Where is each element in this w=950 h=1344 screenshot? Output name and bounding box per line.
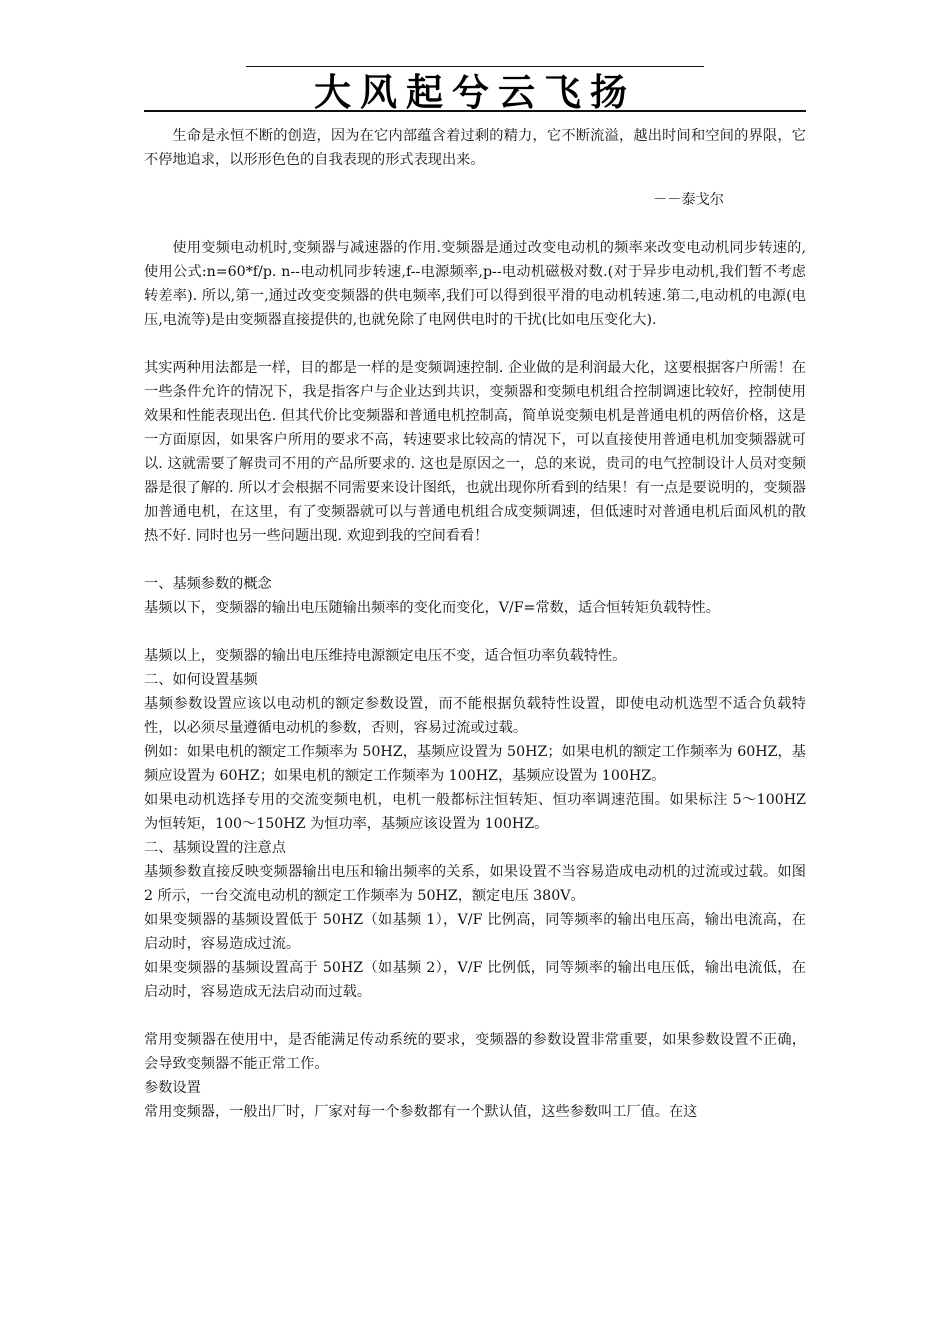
section4-line2: 常用变频器，一般出厂时，厂家对每一个参数都有一个默认值，这些参数叫工厂值。在这 bbox=[144, 1104, 698, 1120]
quote-text: 生命是永恒不断的创造，因为在它内部蕴含着过剩的精力，它不断流溢，越出时间和空间的界限，它不停地追求，以形形色色的自我表现的形式表现出来。 bbox=[144, 128, 806, 168]
section1-line2: 基频以上，变频器的输出电压维持电源额定电压不变，适合恒功率负载特性。 bbox=[144, 648, 627, 664]
section2-line3: 如果电动机选择专用的交流变频电机，电机一般都标注恒转矩、恒功率调速范围。如果标注 5～100HZ 为恒转矩，100～150HZ 为恒功率，基频应该设置为 100HZ。 bbox=[144, 792, 806, 832]
header-rule-top bbox=[246, 66, 704, 67]
section4-line1: 常用变频器在使用中，是否能满足传动系统的要求，变频器的参数设置非常重要，如果参数设置不正确，会导致变频器不能正常工作。 bbox=[144, 1032, 806, 1072]
paragraph-vfd-usage: 使用变频电动机时,变频器与减速器的作用.变频器是通过改变电动机的频率来改变电动机同步转速的,使用公式:n=60*f/p. n--电动机同步转速,f--电源频率,p--电动机磁极对数.(对于异步电动机,我们暂不考虑转差率). 所以,第一,通过改变变频器的供电频率,我们可以得到很平滑的电动机转速.第二,电动机的电源(电压,电流等)是由变频器直接提供的,也就免除了电网供电时的干扰(比如电压变化大). bbox=[144, 240, 806, 328]
section3-line3: 如果变频器的基频设置高于 50HZ（如基频 2），V/F 比例低，同等频率的输出电压低，输出电流低，在启动时，容易造成无法启动而过载。 bbox=[144, 960, 806, 1000]
section1-heading: 一、基频参数的概念 bbox=[144, 576, 272, 592]
header-rule-bottom bbox=[144, 110, 806, 112]
section1-line1: 基频以下，变频器的输出电压随输出频率的变化而变化，V/F=常数，适合恒转矩负载特性。 bbox=[144, 600, 720, 616]
section4-heading: 参数设置 bbox=[144, 1080, 201, 1096]
section3-heading: 二、基频设置的注意点 bbox=[144, 840, 286, 856]
section2-heading: 二、如何设置基频 bbox=[144, 672, 258, 688]
section3-line2: 如果变频器的基频设置低于 50HZ（如基频 1），V/F 比例高，同等频率的输出电压高，输出电流高，在启动时，容易造成过流。 bbox=[144, 912, 806, 952]
document-body bbox=[144, 124, 806, 1124]
header-title-calligraphy: 大风起兮云飞扬 bbox=[314, 70, 636, 114]
quote-author: －－泰戈尔 bbox=[653, 192, 724, 208]
section3-line1: 基频参数直接反映变频器输出电压和输出频率的关系，如果设置不当容易造成电动机的过流或过载。如图 2 所示，一台交流电动机的额定工作频率为 50HZ，额定电压 380V。 bbox=[144, 864, 806, 904]
section2-line2: 例如：如果电机的额定工作频率为 50HZ，基频应设置为 50HZ；如果电机的额定工作频率为 60HZ，基频应设置为 60HZ；如果电机的额定工作频率为 100HZ，基频应设置为 100HZ。 bbox=[144, 744, 806, 784]
paragraph-usage-comparison: 其实两种用法都是一样，目的都是一样的是变频调速控制. 企业做的是利润最大化，这要根据客户所需！在一些条件允许的情况下，我是指客户与企业达到共识，变频器和变频电机组合控制调速比较好，控制使用效果和性能表现出色. 但其代价比变频器和普通电机控制高，简单说变频电机是普通电机的两倍价格，这是一方面原因，如果客户所用的要求不高，转速要求比较高的情况下，可以直接使用普通电机加变频器就可以. 这就需要了解贵司不用的产品所要求的. 这也是原因之一，总的来说，贵司的电气控制设计人员对变频器是很了解的. 所以才会根据不同需要来设计图纸，也就出现你所看到的结果！有一点是要说明的，变频器加普通电机，在这里，有了变频器就可以与普通电机组合成变频调速，但低速时对普通电机后面风机的散热不好. 同时也另一些问题出现. 欢迎到我的空间看看！ bbox=[144, 360, 806, 544]
section2-line1: 基频参数设置应该以电动机的额定参数设置，而不能根据负载特性设置，即使电动机选型不适合负载特性，以必须尽量遵循电动机的参数，否则，容易过流或过载。 bbox=[144, 696, 806, 736]
